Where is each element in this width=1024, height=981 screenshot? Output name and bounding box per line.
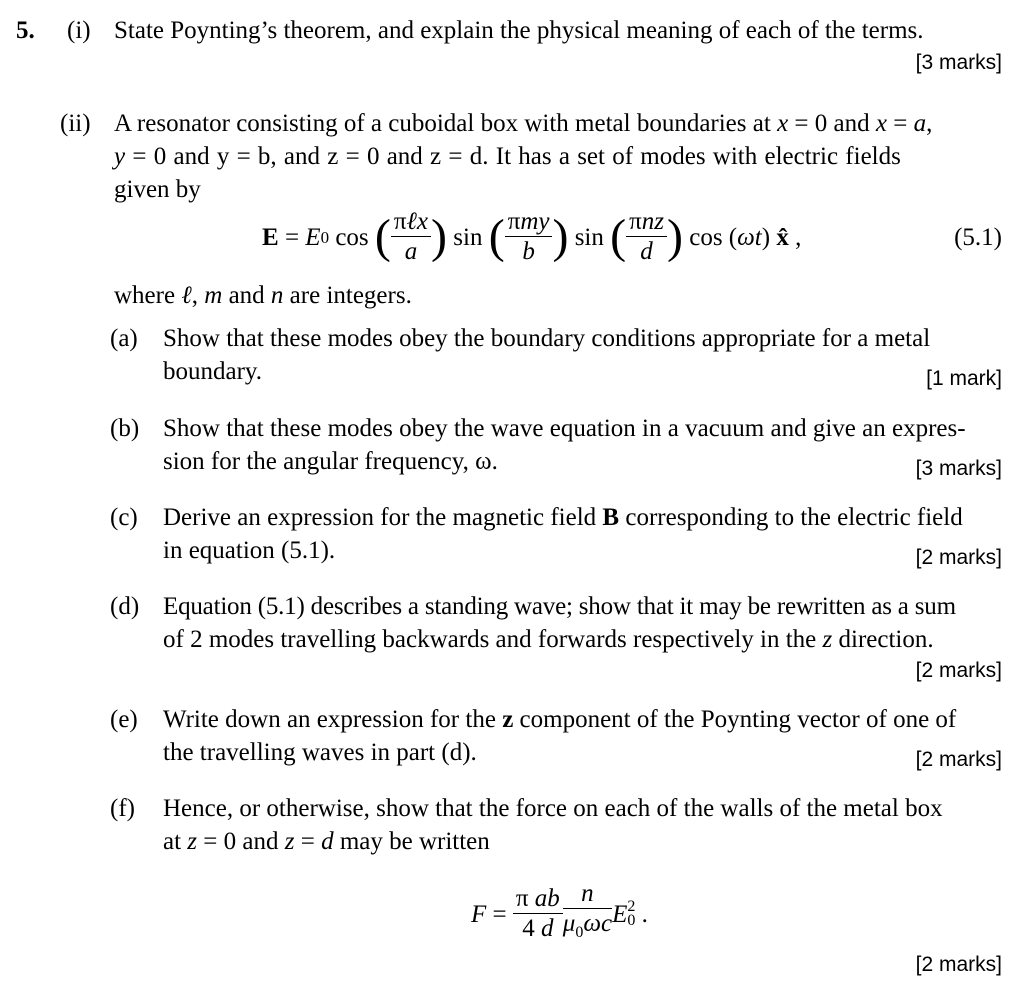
- part-ii-intro-line1: A resonator consisting of a cuboidal box with metal boundaries at x = 0 and x = a,: [114, 110, 933, 137]
- subpart-c-line2: in equation (5.1).: [163, 537, 336, 564]
- equation-5-1: E = E 0 cos ( $\frac{\text{πℓx}}{a}$ ) sin ( $\frac{\text{πmy}}{b}$ ) sin ( $\frac{\text{πnz}}{d}$ ) cos ( ωt ) x̂ ,: [262, 207, 802, 265]
- subpart-e-line2: the travelling waves in part (d).: [163, 739, 477, 766]
- subpart-c-line1: Derive an expression for the magnetic field B corresponding to the electric field: [163, 504, 963, 531]
- subpart-d-line1: Equation (5.1) describes a standing wave; show that it may be rewritten as a sum: [163, 593, 956, 620]
- subpart-e-line1: Write down an expression for the z component of the Poynting vector of one of: [163, 706, 957, 733]
- subpart-a-label: (a): [110, 325, 138, 352]
- subpart-a-line2: boundary.: [163, 358, 263, 385]
- part-ii-intro-line2: y = 0 and y = b, and z = 0 and z = d. It has a set of modes with electric fields: [114, 143, 901, 170]
- subpart-c-marks: [2 marks]: [915, 546, 1002, 569]
- subpart-e-label: (e): [110, 706, 138, 733]
- subpart-f-label: (f): [110, 795, 135, 822]
- subpart-d-line2: of 2 modes travelling backwards and forwards respectively in the z direction.: [163, 626, 934, 653]
- part-ii-intro-line3: given by: [114, 176, 201, 203]
- part-i-label: (i): [67, 17, 91, 44]
- subpart-b-line1: Show that these modes obey the wave equation in a vacuum and give an expres-: [163, 415, 966, 442]
- part-ii-label: (ii): [60, 110, 91, 137]
- subpart-b-label: (b): [110, 415, 140, 442]
- part-i-marks: [3 marks]: [915, 51, 1002, 74]
- subpart-b-line2: sion for the angular frequency, ω.: [163, 448, 498, 475]
- subpart-e-marks: [2 marks]: [915, 748, 1002, 771]
- part-i-text: State Poynting’s theorem, and explain the physical meaning of each of the terms.: [114, 17, 924, 44]
- subpart-f-line2: at z = 0 and z = d may be written: [163, 828, 490, 855]
- force-equation: F = $\frac{\text{π ab}}{4 d}$ $\frac{n}{\mu_0\omega c}$ E 2 0 .: [471, 880, 648, 942]
- subpart-a-marks: [1 mark]: [926, 367, 1002, 390]
- subpart-f-line1: Hence, or otherwise, show that the force on each of the walls of the metal box: [163, 795, 943, 822]
- subpart-d-label: (d): [110, 593, 140, 620]
- subpart-f-marks: [2 marks]: [915, 953, 1002, 976]
- subpart-a-line1: Show that these modes obey the boundary conditions appropriate for a metal: [163, 325, 931, 352]
- subpart-d-marks: [2 marks]: [915, 659, 1002, 682]
- integers-line: where ℓ, m and n are integers.: [114, 282, 412, 309]
- question-number: 5.: [16, 17, 35, 44]
- subpart-c-label: (c): [110, 504, 138, 531]
- equation-label: (5.1): [954, 224, 1002, 251]
- subpart-b-marks: [3 marks]: [915, 457, 1002, 480]
